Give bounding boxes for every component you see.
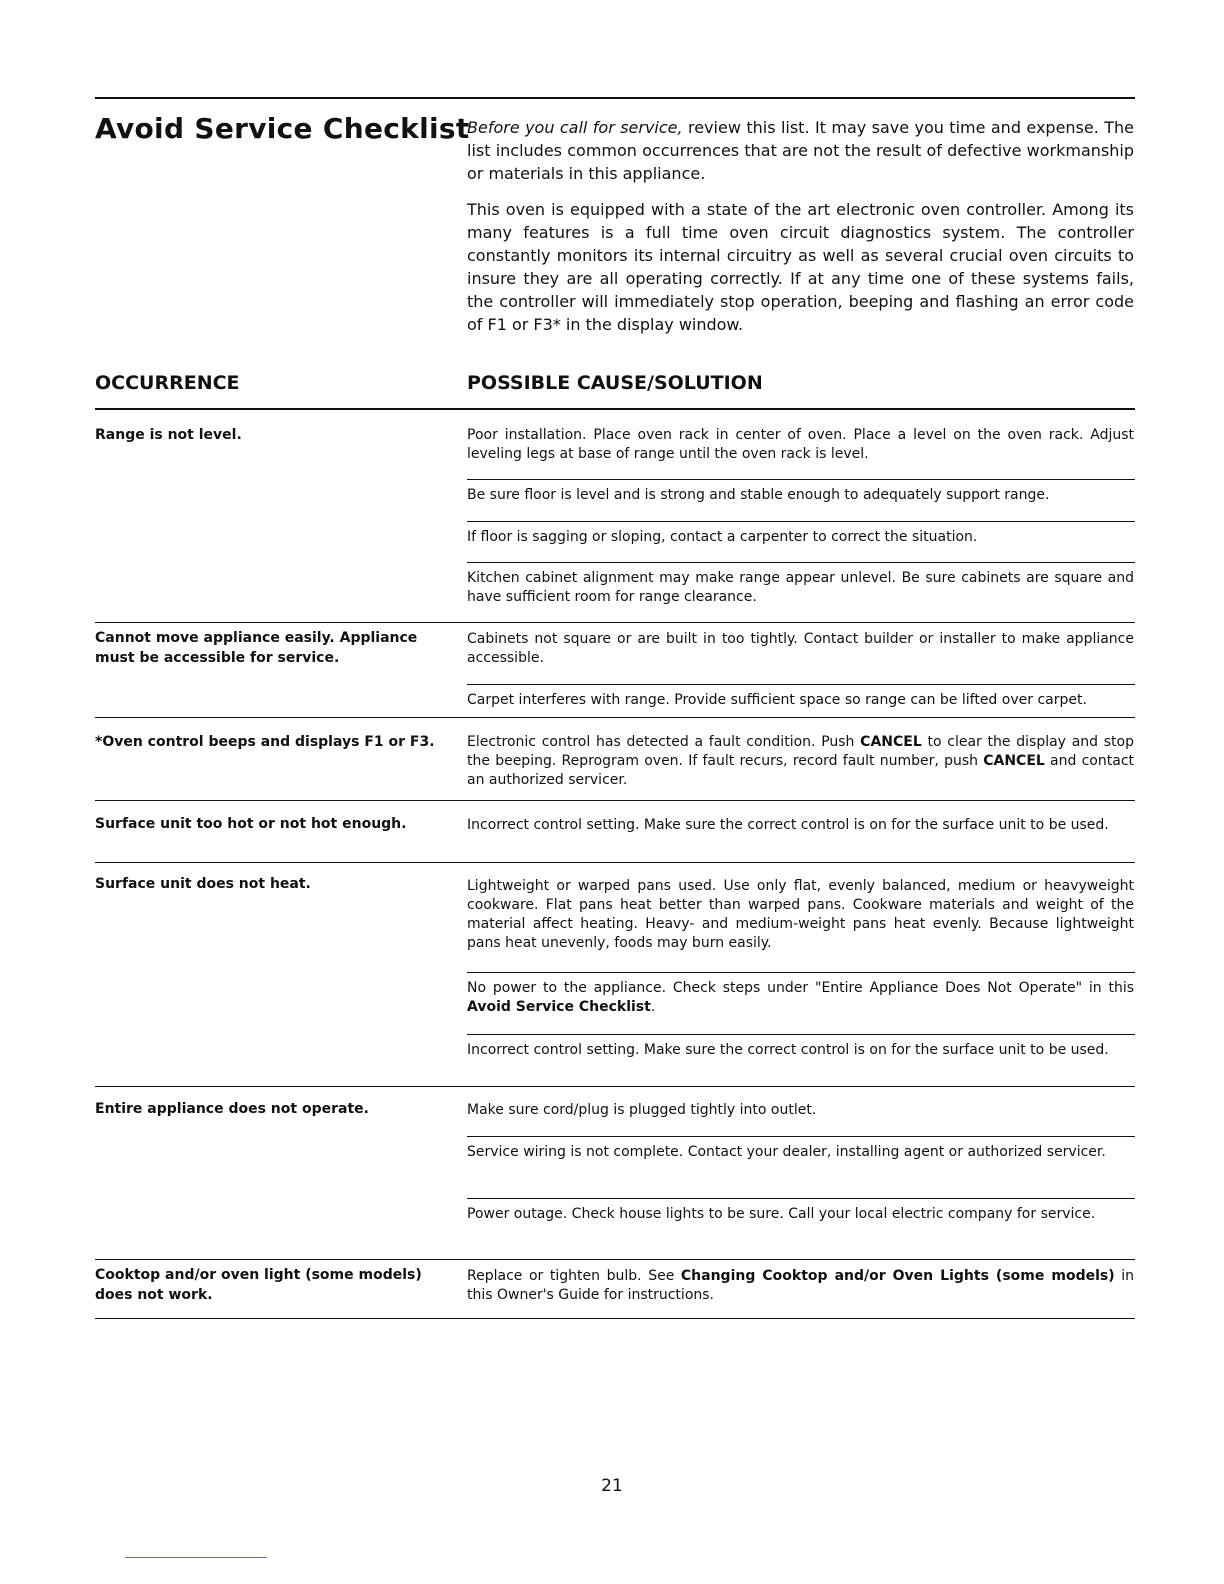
solution-item: No power to the appliance. Check steps under "Entire Appliance Does Not Operate" in this Avoid Service Checklist. [467,980,1134,1015]
solution-divider [467,479,1135,480]
solution-item: Incorrect control setting. Make sure the correct control is on for the surface unit to be used. [467,1042,1109,1058]
occurrence-entire-appliance: Entire appliance does not operate. [95,1101,369,1117]
solution-item: Replace or tighten bulb. See Changing Cooktop and/or Oven Lights (some models) in this Owner's Guide for instructions. [467,1268,1135,1303]
solution-heading: POSSIBLE CAUSE/SOLUTION [467,372,763,394]
solution-item: Electronic control has detected a fault condition. Push CANCEL to clear the display and stop the beeping. Reprogram oven. If fault recurs, record fault number, push CANCEL and contact an authorized servicer. [467,734,1135,788]
occurrence-surface-unit-no-heat: Surface unit does not heat. [95,876,311,892]
solution-divider [467,562,1135,563]
solution-divider [467,1034,1135,1035]
solution-item: Lightweight or warped pans used. Use only flat, evenly balanced, medium or heavyweight cookware. Flat pans heat better than warped pans. Cookware materials and weight of the material affect heating. Heavy- and medium-weight pans heat evenly. Because lightweight pans heat unevenly, foods may burn easily. [467,878,1134,951]
solution-item: Carpet interferes with range. Provide sufficient space so range can be lifted over carpet. [467,692,1087,708]
solution-item: Kitchen cabinet alignment may make range appear unlevel. Be sure cabinets are square and have sufficient room for range clearance. [467,570,1134,605]
row-divider [95,1086,1135,1087]
footer-mark [125,1557,267,1558]
row-divider [95,862,1135,863]
top-rule [95,97,1135,99]
row-divider [95,800,1135,801]
solution-divider [467,684,1135,685]
occurrence-oven-control-beeps: *Oven control beeps and displays F1 or F3. [95,734,435,750]
row-divider [95,1259,1135,1260]
solution-item: Incorrect control setting. Make sure the correct control is on for the surface unit to be used. [467,817,1109,833]
solution-item: Cabinets not square or are built in too tightly. Contact builder or installer to make appliance accessible. [467,631,1134,666]
solution-divider [467,521,1135,522]
solution-item: If floor is sagging or sloping, contact a carpenter to correct the situation. [467,529,978,545]
solution-divider [467,1136,1135,1137]
intro-lead: Before you call for service, [467,118,683,137]
solution-item: Power outage. Check house lights to be sure. Call your local electric company for service. [467,1206,1096,1222]
solution-item: Make sure cord/plug is plugged tightly into outlet. [467,1102,817,1118]
page-title: Avoid Service Checklist [95,112,470,145]
solution-item: Poor installation. Place oven rack in center of oven. Place a level on the oven rack. Adjust leveling legs at base of range until the oven rack is level. [467,427,1134,462]
row-divider [95,408,1135,410]
occurrence-range-not-level: Range is not level. [95,427,242,443]
intro-text [467,116,1134,349]
occurrence-cooktop-light: Cooktop and/or oven light (some models) does not work. [95,1267,422,1303]
occurrence-heading: OCCURRENCE [95,372,240,394]
occurrence-surface-unit-too-hot: Surface unit too hot or not hot enough. [95,816,407,832]
intro-paragraph-2: This oven is equipped with a state of the art electronic oven controller. Among its many features is a full time oven circuit diagnostics system. The controller constantly monitors its internal circuitry as well as several crucial oven circuits to insure they are all operating correctly. If at any time one of these systems fails, the controller will immediately stop operation, beeping and flashing an error code of F1 or F3* in the display window. [467,200,1134,334]
solution-item: Service wiring is not complete. Contact your dealer, installing agent or authorized servicer. [467,1144,1106,1160]
occurrence-cannot-move-appliance: Cannot move appliance easily. Appliance must be accessible for service. [95,630,418,666]
solution-item: Be sure floor is level and is strong and stable enough to adequately support range. [467,487,1050,503]
row-divider [95,1318,1135,1319]
page-number: 21 [601,1476,623,1496]
row-divider [95,717,1135,718]
intro-paragraph-1: Before you call for service, review this list. It may save you time and expense. The list includes common occurrences that are not the result of defective workmanship or materials in this appliance. [467,118,1134,183]
solution-divider [467,972,1135,973]
solution-divider [467,1198,1135,1199]
row-divider [95,622,1135,623]
